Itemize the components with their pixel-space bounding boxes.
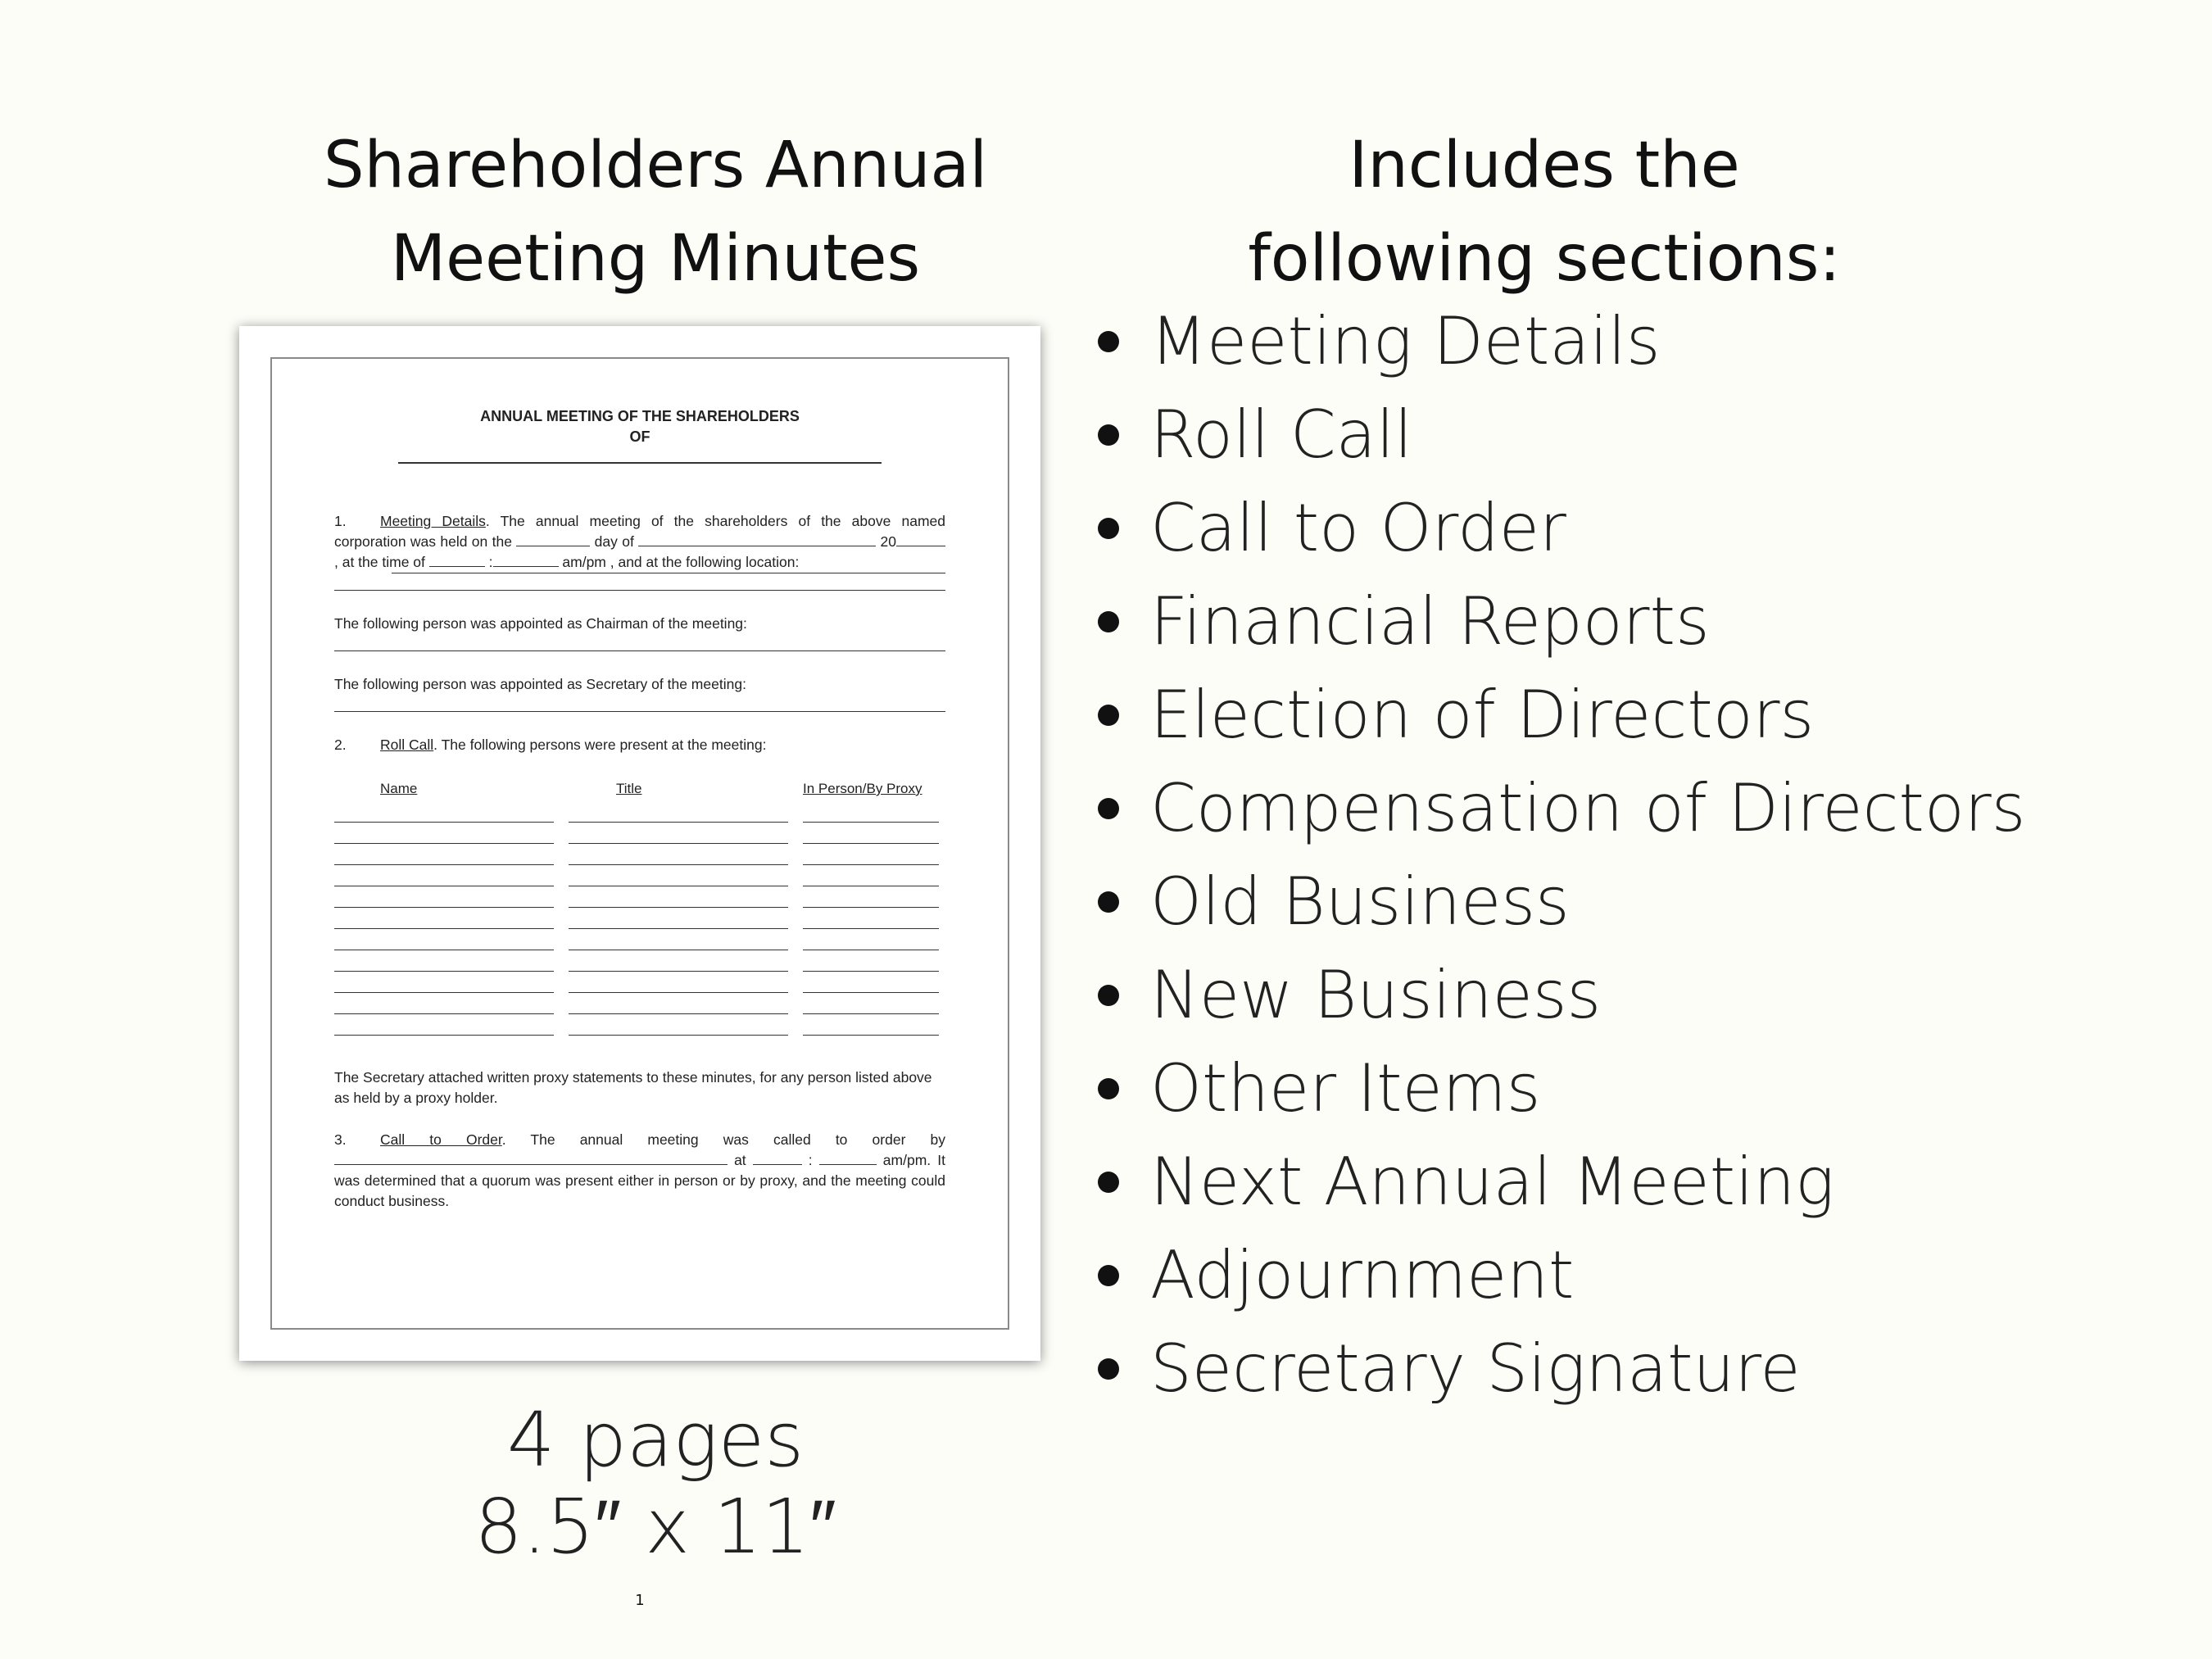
- blank-field: [819, 1151, 877, 1165]
- roll-call-row: [334, 868, 945, 889]
- document-heading-line-2: OF: [629, 428, 650, 445]
- section-number: 1.: [334, 513, 347, 529]
- chairman-text: The following person was appointed as Chairman of the meeting:: [334, 615, 747, 632]
- section-meeting-details: [334, 511, 945, 591]
- bullet-icon: [1098, 611, 1119, 632]
- page-number: 1: [635, 1592, 645, 1609]
- roll-call-row: [334, 846, 945, 868]
- roll-call-header: [334, 778, 945, 799]
- section-text: . The annual meeting was called to order by: [501, 1131, 945, 1148]
- sections-list: [1098, 295, 2025, 1416]
- section-text: It was determined that a quorum was present either in person or by proxy, and the meeting could conduct business.: [334, 1152, 945, 1209]
- roll-call-row: [334, 1017, 945, 1038]
- blank-field: [896, 533, 945, 546]
- section-text: am/pm , and at the following location:: [562, 554, 800, 570]
- bullet-icon: [1098, 518, 1119, 539]
- section-text: :: [488, 554, 493, 570]
- bullet-icon: [1098, 705, 1119, 726]
- secretary-text: The following person was appointed as Secretary of the meeting:: [334, 676, 746, 692]
- proxy-note: The Secretary attached written proxy statements to these minutes, for any person listed above as held by a proxy holder.: [334, 1069, 932, 1106]
- section-item-label: Old Business: [1150, 863, 1570, 940]
- roll-call-row: [334, 889, 945, 910]
- section-number: 3.: [334, 1131, 347, 1148]
- company-name-line: [398, 452, 882, 464]
- section-item: [1098, 295, 2025, 388]
- page-count: 4 pages: [506, 1396, 805, 1484]
- section-item-label: Adjournment: [1150, 1237, 1575, 1313]
- page-info: [262, 1397, 1049, 1571]
- section-item-label: Next Annual Meeting: [1150, 1144, 1835, 1220]
- section-text: day of: [594, 533, 634, 550]
- roll-call-row: [334, 804, 945, 825]
- roll-call-rows: [334, 804, 945, 1038]
- section-item-label: Roll Call: [1150, 397, 1413, 473]
- bullet-icon: [1098, 424, 1119, 446]
- section-item: [1098, 388, 2025, 482]
- roll-call-row: [334, 931, 945, 953]
- product-title: [262, 119, 1049, 306]
- section-item-label: Financial Reports: [1150, 583, 1710, 660]
- section-text: 20: [880, 533, 896, 550]
- bullet-icon: [1098, 1265, 1119, 1286]
- section-roll-call: [334, 735, 945, 755]
- bullet-icon: [1098, 798, 1119, 819]
- section-item: [1098, 669, 2025, 762]
- bullet-icon: [1098, 985, 1119, 1006]
- document-heading: [334, 406, 945, 447]
- section-item-label: Secretary Signature: [1150, 1330, 1801, 1407]
- secretary-line: [334, 695, 945, 712]
- blank-field: [638, 533, 876, 546]
- sections-heading: [1135, 119, 1954, 306]
- roll-call-row: [334, 825, 945, 846]
- column-title: Title: [616, 781, 642, 796]
- section-text: . The annual meeting of the shareholders of the above named corporation was held on the: [334, 513, 945, 550]
- blank-field: [516, 533, 590, 546]
- section-item-label: Election of Directors: [1150, 677, 1815, 753]
- document-heading-line-1: ANNUAL MEETING OF THE SHAREHOLDERS: [480, 408, 800, 424]
- product-title-line-1: Shareholders Annual: [323, 129, 988, 202]
- section-item: [1098, 949, 2025, 1042]
- section-title: Roll Call: [380, 737, 434, 753]
- section-title: Meeting Details: [380, 513, 486, 529]
- bullet-icon: [1098, 331, 1119, 352]
- blank-field: [493, 553, 559, 567]
- bullet-icon: [1098, 891, 1119, 913]
- location-line-2: [334, 573, 945, 591]
- section-item-label: Meeting Details: [1150, 303, 1661, 379]
- section-item: [1098, 1229, 2025, 1322]
- section-item-label: Other Items: [1150, 1050, 1541, 1126]
- section-item-label: New Business: [1150, 957, 1602, 1033]
- section-item: [1098, 1135, 2025, 1229]
- section-item-label: Compensation of Directors: [1150, 770, 2026, 846]
- blank-field: [429, 553, 485, 567]
- sections-heading-line-1: Includes the: [1349, 129, 1740, 202]
- bullet-icon: [1098, 1078, 1119, 1099]
- section-title: Call to Order: [380, 1131, 502, 1148]
- section-number: 2.: [334, 737, 347, 753]
- section-item: [1098, 1322, 2025, 1416]
- section-item-label: Call to Order: [1150, 490, 1566, 566]
- section-item: [1098, 762, 2025, 855]
- roll-call-row: [334, 910, 945, 931]
- roll-call-row: [334, 974, 945, 995]
- section-text: :: [808, 1152, 813, 1168]
- section-item: [1098, 1042, 2025, 1135]
- roll-call-row: [334, 995, 945, 1017]
- roll-call-row: [334, 953, 945, 974]
- section-text: . The following persons were present at the meeting:: [433, 737, 767, 753]
- section-item: [1098, 855, 2025, 949]
- chairman-line: [334, 634, 945, 651]
- section-item: [1098, 482, 2025, 575]
- bullet-icon: [1098, 1172, 1119, 1193]
- section-text: , at the time of: [334, 554, 425, 570]
- blank-field: [334, 1151, 728, 1165]
- section-text: at: [734, 1152, 746, 1168]
- product-title-line-2: Meeting Minutes: [390, 222, 921, 296]
- section-item: [1098, 575, 2025, 669]
- blank-field: [753, 1151, 802, 1165]
- page-size: 8.5″ x 11″: [474, 1483, 836, 1571]
- column-name: Name: [380, 781, 418, 796]
- sections-heading-line-2: following sections:: [1248, 222, 1841, 296]
- section-text: am/pm.: [882, 1152, 931, 1168]
- section-call-to-order: [334, 1130, 945, 1212]
- bullet-icon: [1098, 1358, 1119, 1380]
- column-proxy: In Person/By Proxy: [803, 781, 922, 796]
- document-content: [334, 359, 945, 1212]
